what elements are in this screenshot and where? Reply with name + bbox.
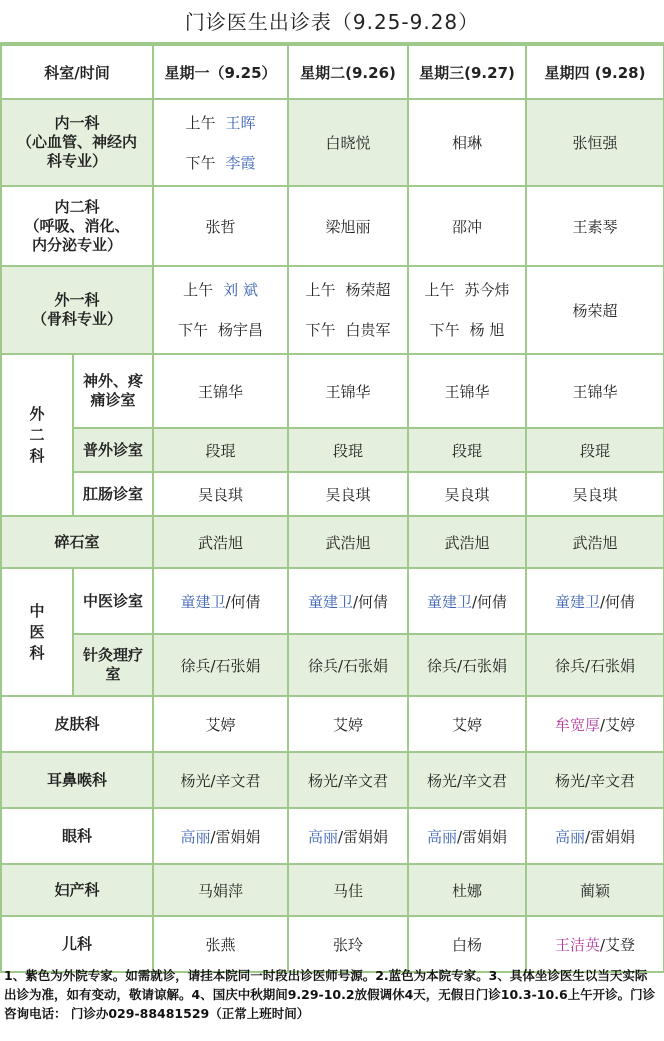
separator: / [456,827,463,846]
doctor-name: 雷娟娟 [215,827,261,846]
cell-fuchan-mon: 马娟萍 [153,864,288,916]
header-day-thu: 星期四 (9.28) [526,45,664,99]
doctor-name: 雷娟娟 [343,827,389,846]
group-label-zhongyi: 中 医 科 [1,568,73,696]
pm-label: 下午 [429,321,460,339]
cell-yanke-thu [526,808,664,864]
cell-erbi-thu: 杨光/辛文君 [526,752,664,808]
cell-zhongyi-wed [408,568,526,634]
cell-shenwai-tue: 王锦华 [288,354,408,428]
cell-shenwai-mon: 王锦华 [153,354,288,428]
am-label: 上午 [424,281,455,299]
cell-neier-thu: 王素琴 [526,186,664,266]
doctor-name: 杨荣超 [345,281,391,299]
doctor-name: 童建卫 [307,592,353,611]
table-row [1,428,664,472]
cell-suishi-tue: 武浩旭 [288,516,408,568]
cell-suishi-thu: 武浩旭 [526,516,664,568]
pm-label: 下午 [305,321,336,339]
dept-label-neiyi: 内一科 （心血管、神经内 科专业） [1,99,153,186]
cell-zhongyi-tue [288,568,408,634]
cell-waiyi-wed [408,266,526,354]
separator: / [599,935,606,954]
cell-fuchan-thu: 蔺颖 [526,864,664,916]
separator: / [337,827,344,846]
cell-shenwai-thu: 王锦华 [526,354,664,428]
sub-label-zhenjiu: 针灸理疗 室 [73,634,153,696]
separator: / [471,592,478,611]
cell-suishi-mon: 武浩旭 [153,516,288,568]
table-row [1,99,664,186]
cell-pifu-wed: 艾婷 [408,696,526,752]
cell-zhongyi-thu [526,568,664,634]
doctor-name: 刘 斌 [223,281,258,299]
table-row [1,808,664,864]
dept-label-suishi: 碎石室 [1,516,153,568]
doctor-name: 白贵军 [345,321,391,339]
doctor-name: 杨宇昌 [218,321,264,339]
cell-neiyi-mon [153,99,288,186]
doctor-name: 何倩 [358,592,389,611]
cell-pifu-tue: 艾婷 [288,696,408,752]
doctor-name: 艾婷 [605,715,636,734]
cell-puwai-mon: 段琨 [153,428,288,472]
cell-puwai-thu: 段琨 [526,428,664,472]
cell-waiyi-mon [153,266,288,354]
doctor-name: 童建卫 [554,592,600,611]
pm-label: 下午 [178,321,209,339]
doctor-name: 何倩 [605,592,636,611]
table-row [1,516,664,568]
cell-fuchan-tue: 马佳 [288,864,408,916]
doctor-name: 何倩 [230,592,261,611]
dept-label-erke: 儿科 [1,916,153,972]
header-day-wed: 星期三(9.27) [408,45,526,99]
table-row [1,696,664,752]
cell-neiyi-tue: 白晓悦 [288,99,408,186]
dept-label-yanke: 眼科 [1,808,153,864]
group-label-waier: 外 二 科 [1,354,73,516]
header-day-tue: 星期二(9.26) [288,45,408,99]
cell-pifu-mon: 艾婷 [153,696,288,752]
table-row [1,472,664,516]
dept-label-pifu: 皮肤科 [1,696,153,752]
cell-waiyi-thu: 杨荣超 [526,266,664,354]
sub-label-shenwai: 神外、疼 痛诊室 [73,354,153,428]
cell-neier-wed: 邵冲 [408,186,526,266]
cell-zhenjiu-mon: 徐兵/石张娟 [153,634,288,696]
cell-gangchang-tue: 吴良琪 [288,472,408,516]
table-row [1,354,664,428]
am-label: 上午 [185,113,216,132]
dept-label-fuchan: 妇产科 [1,864,153,916]
sub-label-zhongyi-zhenshi: 中医诊室 [73,568,153,634]
doctor-name: 王晖 [225,113,256,132]
table-header-row [1,45,664,99]
cell-puwai-tue: 段琨 [288,428,408,472]
sub-label-gangchang: 肛肠诊室 [73,472,153,516]
cell-yanke-mon [153,808,288,864]
dept-label-waiyi: 外一科 （骨科专业） [1,266,153,354]
table-row [1,266,664,354]
schedule-table [0,44,664,973]
cell-erke-wed: 白杨 [408,916,526,972]
table-row [1,634,664,696]
cell-suishi-wed: 武浩旭 [408,516,526,568]
doctor-name: 高丽 [180,827,211,846]
separator: / [599,715,606,734]
doctor-name: 杨 旭 [469,321,505,339]
cell-yanke-tue [288,808,408,864]
cell-erke-tue: 张玲 [288,916,408,972]
cell-zhongyi-mon [153,568,288,634]
table-row [1,864,664,916]
cell-neiyi-wed: 相琳 [408,99,526,186]
header-dept-time: 科室/时间 [1,45,153,99]
am-label: 上午 [305,281,336,299]
cell-gangchang-mon: 吴良琪 [153,472,288,516]
footer-note: 1、紫色为外院专家。如需就诊，请挂本院同一时段出诊医师号源。2.蓝色为本院专家。3、具体坐诊医生以当天实际出诊为准，如有变动，敬请谅解。4、国庆中秋期间9.29-10.2放假调休4天，无假日门诊10.3-10.6上午开诊。门诊咨询电话： 门诊办029-88481529（正常上班时间） [4,968,656,1021]
separator: / [599,592,606,611]
table-row [1,186,664,266]
separator: / [225,592,231,611]
cell-erbi-tue: 杨光/辛文君 [288,752,408,808]
doctor-name: 王洁英 [554,935,600,954]
cell-gangchang-wed: 吴良琪 [408,472,526,516]
doctor-name: 雷娟娟 [590,827,636,846]
cell-zhenjiu-thu: 徐兵/石张娟 [526,634,664,696]
cell-waiyi-tue [288,266,408,354]
dept-label-neier: 内二科 （呼吸、消化、 内分泌专业） [1,186,153,266]
cell-neiyi-thu: 张恒强 [526,99,664,186]
header-day-mon: 星期一（9.25） [153,45,288,99]
doctor-name: 苏今炜 [464,281,510,299]
doctor-name: 艾登 [605,935,636,954]
doctor-name: 高丽 [426,827,457,846]
doctor-name: 高丽 [307,827,338,846]
pm-label: 下午 [185,153,216,172]
cell-zhenjiu-wed: 徐兵/石张娟 [408,634,526,696]
cell-neier-tue: 梁旭丽 [288,186,408,266]
cell-erbi-wed: 杨光/辛文君 [408,752,526,808]
doctor-name: 牟宽厚 [554,715,600,734]
cell-shenwai-wed: 王锦华 [408,354,526,428]
cell-fuchan-wed: 杜娜 [408,864,526,916]
cell-yanke-wed [408,808,526,864]
separator: / [352,592,359,611]
page-title: 门诊医生出诊表（9.25-9.28） [0,0,664,44]
cell-pifu-thu [526,696,664,752]
cell-zhenjiu-tue: 徐兵/石张娟 [288,634,408,696]
doctor-name: 童建卫 [180,592,226,611]
doctor-name: 李霞 [225,153,256,172]
separator: / [584,827,591,846]
cell-gangchang-thu: 吴良琪 [526,472,664,516]
separator: / [210,827,216,846]
cell-puwai-wed: 段琨 [408,428,526,472]
sub-label-puwai: 普外诊室 [73,428,153,472]
cell-erke-mon: 张燕 [153,916,288,972]
dept-label-erbi: 耳鼻喉科 [1,752,153,808]
doctor-name: 雷娟娟 [462,827,508,846]
doctor-name: 高丽 [554,827,585,846]
am-label: 上午 [183,281,214,299]
cell-neier-mon: 张哲 [153,186,288,266]
cell-erbi-mon: 杨光/辛文君 [153,752,288,808]
doctor-name: 童建卫 [426,592,472,611]
doctor-name: 何倩 [477,592,508,611]
table-row [1,752,664,808]
table-row [1,568,664,634]
